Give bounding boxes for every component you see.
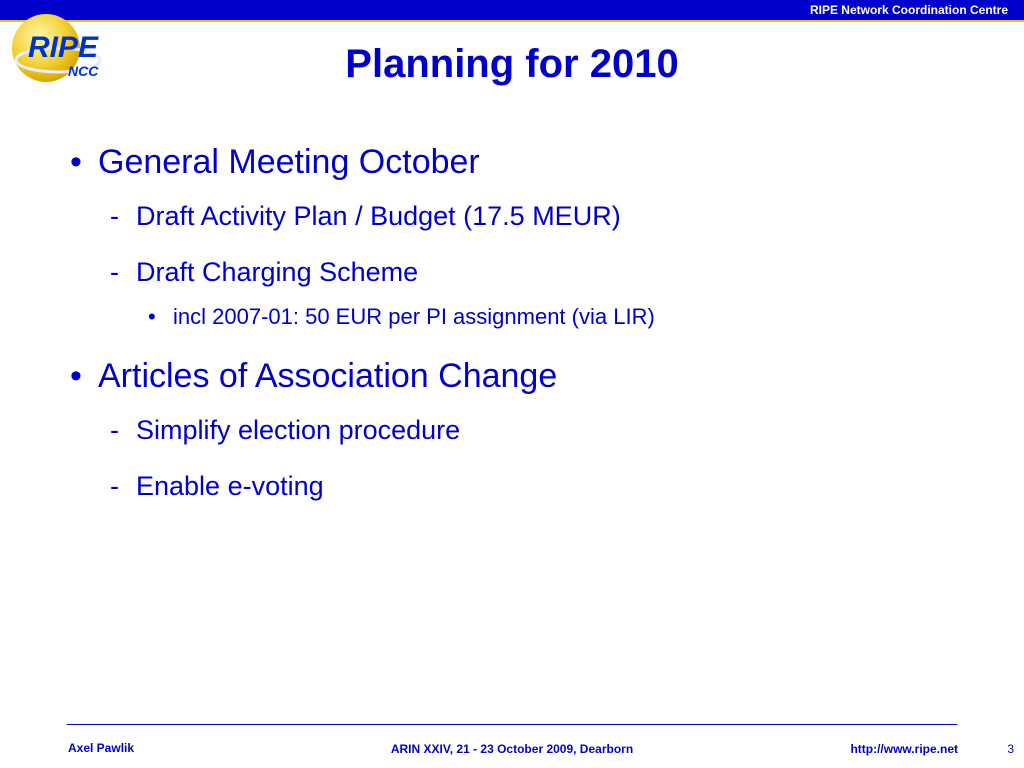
sub-bullet-item [70,466,990,522]
bullet-label: General Meeting October [98,143,480,181]
bullet-icon: • [148,304,156,329]
logo-text-sub: NCC [68,63,99,79]
slide-content [70,140,990,522]
sub-bullet-label: Simplify election procedure [136,415,461,445]
sub-bullet-label: Draft Activity Plan / Budget (17.5 MEUR) [136,201,621,231]
dash-icon: - [110,471,119,501]
footer-divider [67,724,957,725]
bullet-label: Articles of Association Change [98,357,558,395]
bullet-icon: • [70,357,82,395]
bullet-item [70,140,990,196]
bullet-item [70,354,990,410]
page-number: 3 [1007,742,1014,756]
sub-bullet-item [70,252,990,300]
sub-sub-bullet-label: incl 2007-01: 50 EUR per PI assignment (via LIR) [173,304,655,329]
sub-sub-bullet-item [70,300,990,354]
dash-icon: - [110,415,119,445]
slide-title: Planning for 2010 [345,42,679,86]
sub-bullet-item [70,196,990,252]
footer-url-link[interactable]: http://www.ripe.net [850,742,958,756]
dash-icon: - [110,201,119,231]
sub-bullet-label: Draft Charging Scheme [136,257,419,287]
org-name: RIPE Network Coordination Centre [809,3,1008,17]
top-bar [0,0,1024,22]
sub-bullet-item [70,410,990,466]
footer-author: Axel Pawlik [68,741,135,755]
footer-event: ARIN XXIV, 21 - 23 October 2009, Dearborn [390,742,634,756]
logo-text-main: RIPE [28,31,99,64]
bullet-icon: • [70,143,82,181]
dash-icon: - [110,257,119,287]
sub-bullet-label: Enable e-voting [136,471,324,501]
